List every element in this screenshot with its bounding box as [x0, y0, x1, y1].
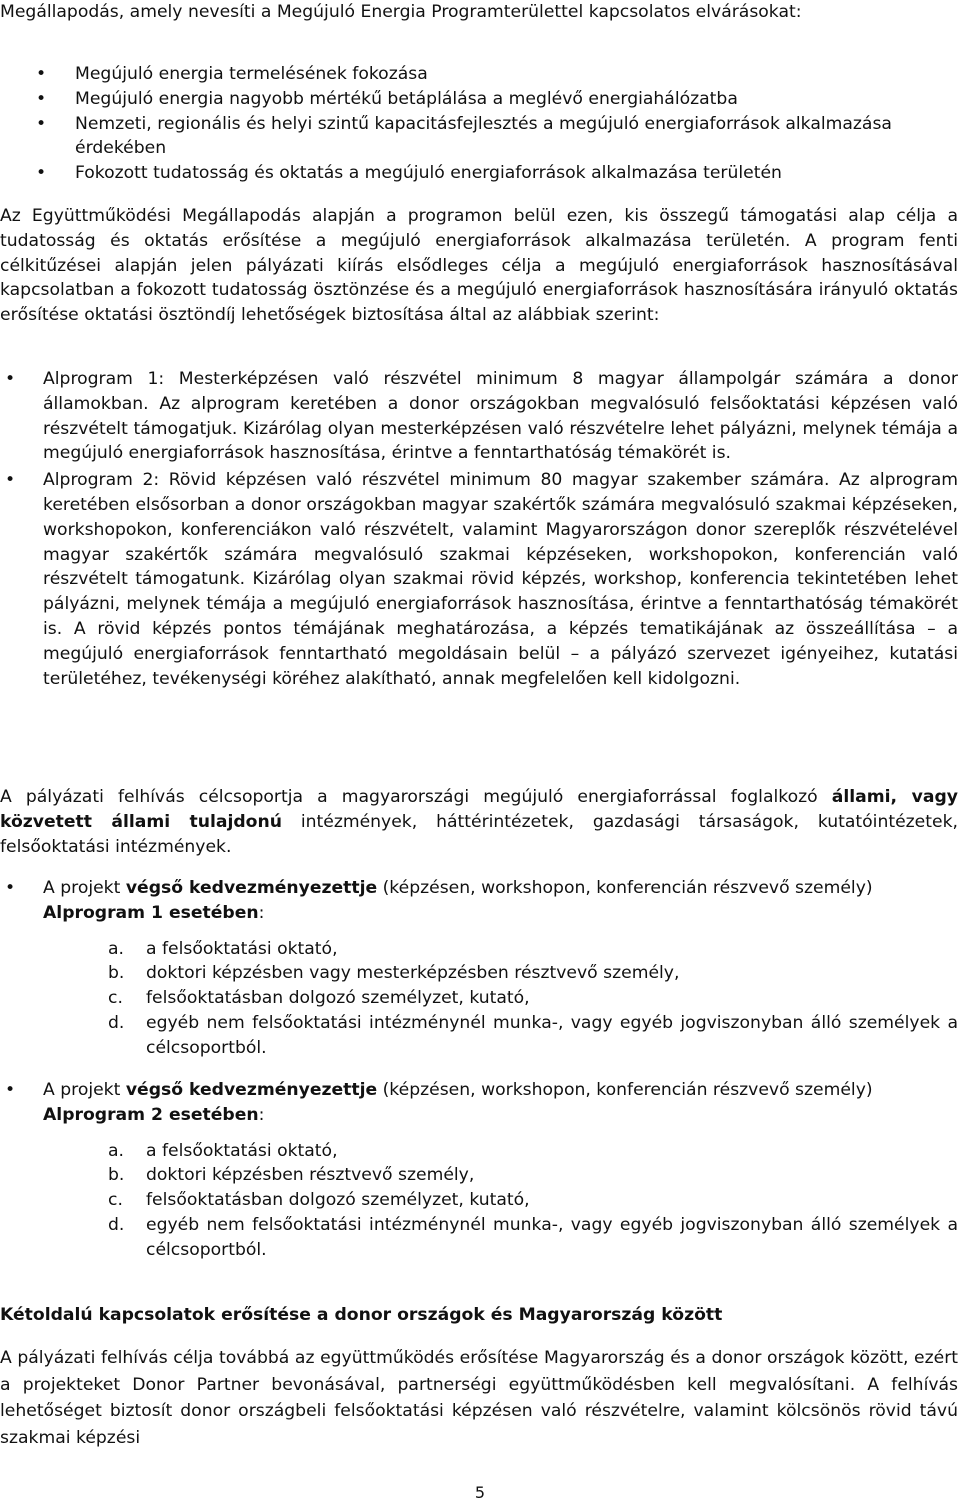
item-text: doktori képzésben résztvevő személy,: [146, 1165, 475, 1186]
text-span: (képzésen, workshopon, konferencián részvevő személy): [377, 1080, 873, 1100]
bullet-icon: •: [5, 470, 16, 491]
sublist-item: [0, 1011, 958, 1061]
beneficiaries-subprogram-2: [0, 1078, 958, 1263]
item-text: felsőoktatásban dolgozó személyzet, kutató,: [146, 1190, 530, 1211]
sublist-item: [0, 1139, 958, 1164]
bold-text: Alprogram 2 esetében: [43, 1104, 259, 1125]
bullet-icon: •: [36, 88, 47, 109]
bold-text: végső kedvezményezettje: [125, 1080, 378, 1100]
subprogram-list: [0, 367, 958, 693]
list-item-text: Megújuló energia termelésének fokozása: [75, 64, 428, 84]
item-letter: c.: [108, 1190, 123, 1211]
sublist-item: [0, 1213, 958, 1263]
item-text: a felsőoktatási oktató,: [146, 1140, 338, 1161]
text-span: A pályázati felhívás célcsoportja a magyarországi megújuló energiaforrással foglalkozó: [0, 787, 832, 807]
section-heading: Kétoldalú kapcsolatok erősítése a donor országok és Magyarország között: [0, 1305, 723, 1325]
text-span: A projekt: [43, 878, 126, 898]
goal-list: [0, 62, 958, 186]
item-letter: b.: [108, 963, 125, 984]
item-letter: d.: [108, 1214, 125, 1235]
list-item: [0, 468, 958, 691]
item-text: felsőoktatásban dolgozó személyzet, kutató,: [146, 988, 530, 1009]
beneficiary-sublist: [0, 1139, 958, 1263]
subprogram-2-text: Alprogram 2: Rövid képzésen való részvétel minimum 80 magyar szakember számára. Az alprogram keretében elsősorban a donor országokban magyar szakértők számára megvalósuló szakmai képzéseken, workshopokon, konferenciákon való részvételt, valamint Magyarországon donor szereplők részvételével magyar szakértők számára megvalósuló szakmai képzéseken, workshopokon, konferencián való részvételt támogatunk. Kizárólag olyan szakmai rövid képzés, workshop, konferencia tekintetében lehet pályázni, melynek témája a megújuló energiaforrások hasznosítása, érintve a fenntarthatóság témakörét is. A rövid képzés pontos témájának meghatározása, a képzés tematikájának az összeállítása – a megújuló energiaforrások fenntartható megoldásain belül – a pályázó szervezet igényeihez, kutatási területéhez, tevékenységi köréhez alakítható, annak megfelelően kell kidolgozni.: [43, 470, 958, 689]
bullet-icon: •: [5, 1080, 16, 1100]
item-text: doktori képzésben vagy mesterképzésben résztvevő személy,: [146, 963, 680, 984]
text-span: :: [258, 902, 265, 923]
item-text: a felsőoktatási oktató,: [146, 938, 338, 959]
text-span: (képzésen, workshopon, konferencián részvevő személy): [377, 878, 873, 898]
list-item: [0, 1078, 958, 1128]
text-span: intézmények, háttérintézetek, gazdasági társaságok, kutatóintézetek, felsőoktatási intézmények.: [0, 811, 958, 857]
bold-text: Alprogram 1 esetében: [43, 902, 259, 923]
list-item-text: Nemzeti, regionális és helyi szintű kapacitásfejlesztés a megújuló energiaforrások alkalmazása érdekében: [75, 113, 892, 159]
sublist-item: [0, 1163, 958, 1188]
text-span: A projekt: [43, 1080, 126, 1100]
item-letter: c.: [108, 988, 123, 1009]
list-item: [0, 87, 958, 112]
list-item: [0, 62, 958, 87]
list-item: [0, 876, 958, 926]
list-item: [0, 367, 958, 466]
subprogram-1-text: Alprogram 1: Mesterképzésen való részvétel minimum 8 magyar állampolgár számára a donor államokban. Az alprogram keretében a donor országokban megvalósuló felsőoktatási képzésen való részvételt támogatjuk. Kizárólag olyan mesterképzésen való részvételre lehet pályázni, melynek témája a megújuló energiaforrások hasznosítása, érintve a fenntarthatóság témakörét is.: [43, 369, 958, 464]
bold-text: végső kedvezményezettje: [125, 878, 378, 898]
list-item-text: Megújuló energia nagyobb mértékű betáplálása a meglévő energiahálózatba: [75, 88, 738, 109]
bullet-icon: •: [36, 113, 47, 134]
list-item: [0, 161, 958, 186]
item-text: egyéb nem felsőoktatási intézménynél munka-, vagy egyéb jogviszonyban álló személyek a célcsoportból.: [146, 1012, 958, 1058]
sublist-item: [0, 961, 958, 986]
sublist-item: [0, 937, 958, 962]
item-letter: a.: [108, 1140, 124, 1161]
beneficiary-sublist: [0, 937, 958, 1061]
item-letter: b.: [108, 1165, 125, 1186]
program-paragraph: Az Együttműködési Megállapodás alapján a programon belül ezen, kis összegű támogatási alap célja a tudatosság és oktatás erősítése a megújuló energiaforrások alkalmazása területén. A program fenti célkitűzései alapján jelen pályázati kiírás elsődleges célja a megújuló energiaforrások hasznosításával kapcsolatban a fokozott tudatosság ösztönzése és a megújuló energiaforrások hasznosítására irányuló oktatás erősítése oktatási ösztöndíj lehetőségek biztosítása által az alábbiak szerint:: [0, 206, 958, 326]
closing-paragraph: A pályázati felhívás célja továbbá az együttműködés erősítése Magyarország és a donor országok között, ezért a projekteket Donor Partner bevonásával, partnerségi együttműködésben kell megvalósítani. A felhívás lehetőséget biztosít donor országbeli felsőoktatási képzésen való részvételre, valamint kölcsönös rövid távú szakmai képzési: [0, 1348, 958, 1448]
bullet-icon: •: [36, 64, 47, 84]
list-item-text: Fokozott tudatosság és oktatás a megújuló energiaforrások alkalmazása területén: [75, 163, 782, 184]
bullet-icon: •: [5, 369, 16, 389]
target-group-paragraph: [0, 785, 958, 859]
beneficiaries-subprogram-1: [0, 876, 958, 1061]
bold-text: állami, vagy közvetett állami tulajdonú: [0, 787, 958, 832]
item-letter: d.: [108, 1012, 125, 1033]
bullet-icon: •: [36, 163, 47, 184]
list-item: [0, 112, 958, 162]
item-text: egyéb nem felsőoktatási intézménynél munka-, vagy egyéb jogviszonyban álló személyek a célcsoportból.: [146, 1214, 958, 1260]
page-number: 5: [474, 1483, 486, 1502]
text-span: :: [258, 1104, 265, 1125]
sublist-item: [0, 986, 958, 1011]
bullet-icon: •: [5, 878, 16, 898]
sublist-item: [0, 1188, 958, 1213]
item-letter: a.: [108, 938, 124, 959]
intro-paragraph: Megállapodás, amely nevesíti a Megújuló Energia Programterülettel kapcsolatos elvárásokat:: [0, 2, 802, 22]
